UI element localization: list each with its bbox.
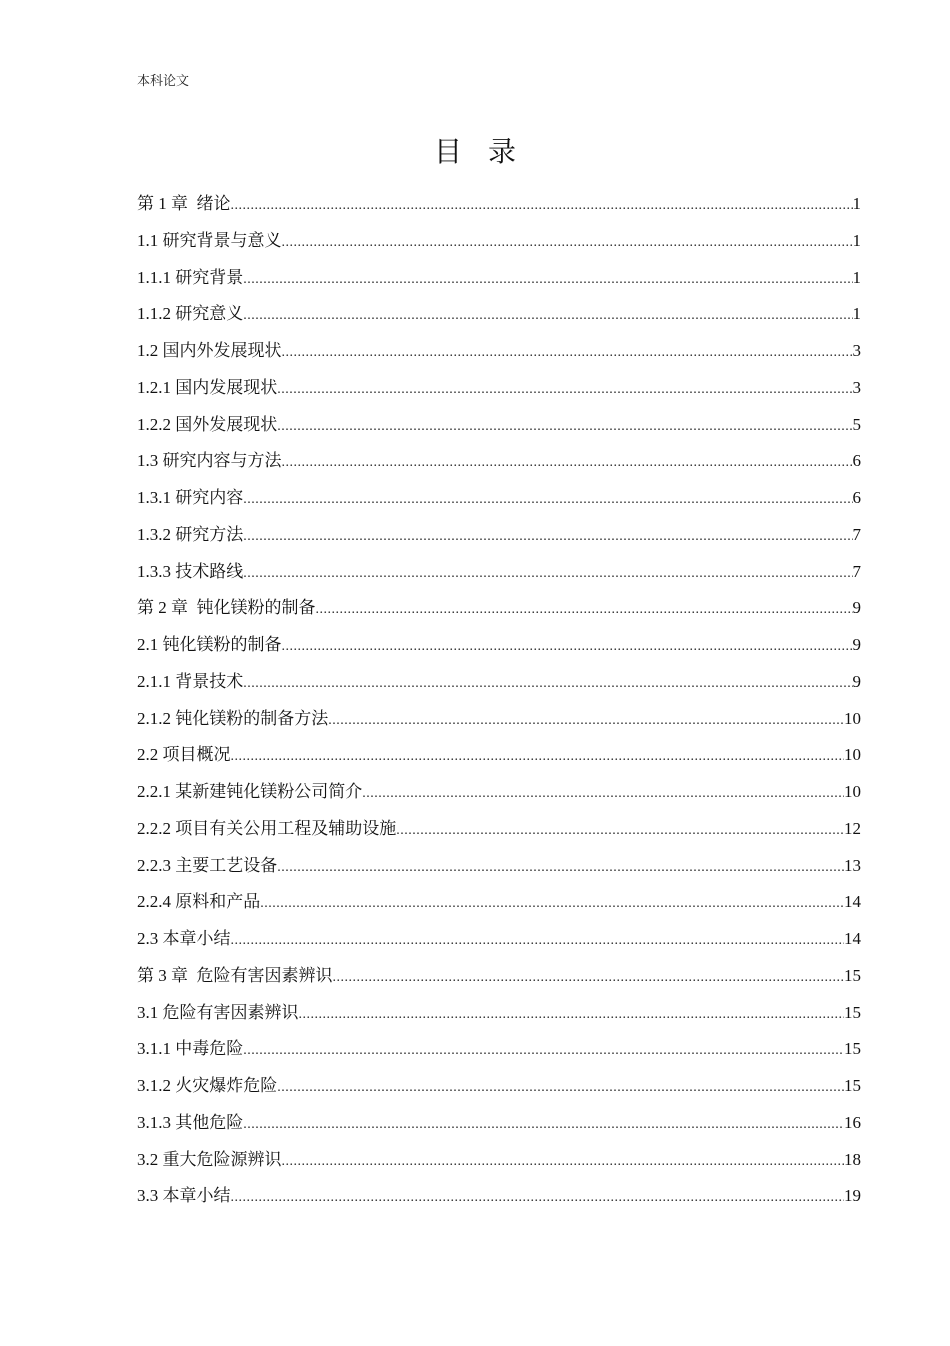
- toc-entry[interactable]: [137, 223, 861, 260]
- toc-leader-dots: [231, 188, 853, 225]
- toc-entry-page: 10: [844, 745, 861, 765]
- toc-entry-label: 1.2 国内外发展现状: [137, 341, 282, 360]
- toc-entry-label: 2.3 本章小结: [137, 929, 231, 948]
- toc-entry-page: 3: [852, 377, 861, 397]
- toc-entry-page: 16: [844, 1112, 861, 1132]
- toc-entry-label: 2.2.3 主要工艺设备: [137, 855, 278, 875]
- toc-entry-label: 2.1.2 钝化镁粉的制备方法: [137, 708, 329, 728]
- toc-entry-label: 第 3 章 危险有害因素辨识: [137, 965, 333, 985]
- toc-leader-dots: [282, 1144, 845, 1181]
- toc-entry-label: 1.3.2 研究方法: [137, 524, 244, 544]
- toc-entry-page: 15: [844, 1002, 861, 1022]
- toc-entry-label: 1.2.1 国内发展现状: [137, 377, 278, 397]
- toc-entry-label: 2.1.1 背景技术: [137, 671, 244, 691]
- toc-entry[interactable]: [137, 627, 861, 664]
- toc-leader-dots: [243, 298, 852, 335]
- toc-entry-label: 1.3.3 技术路线: [137, 561, 244, 581]
- toc-leader-dots: [396, 813, 844, 850]
- toc-leader-dots: [243, 556, 852, 593]
- toc-entry-label: 第 1 章 绪论: [137, 194, 231, 213]
- toc-entry-label: 3.1.3 其他危险: [137, 1112, 244, 1132]
- toc-entry-page: 10: [844, 708, 861, 728]
- toc-entry[interactable]: [137, 1178, 861, 1215]
- toc-entry-label: 3.1.1 中毒危险: [137, 1039, 244, 1059]
- table-of-contents: [137, 186, 861, 1215]
- toc-entry[interactable]: [137, 1105, 861, 1142]
- toc-leader-dots: [231, 923, 845, 960]
- toc-leader-dots: [243, 666, 852, 703]
- page-title: 目录: [433, 135, 542, 168]
- toc-entry-page: 15: [844, 1039, 861, 1059]
- toc-leader-dots: [282, 225, 853, 262]
- toc-entry-page: 7: [852, 561, 861, 581]
- toc-entry[interactable]: [137, 737, 861, 774]
- toc-leader-dots: [260, 886, 844, 923]
- toc-entry[interactable]: [137, 884, 861, 921]
- toc-entry-page: 1: [852, 194, 861, 213]
- toc-leader-dots: [282, 445, 853, 482]
- toc-entry[interactable]: [137, 260, 861, 297]
- toc-entry-label: 3.1.2 火灾爆炸危险: [137, 1076, 278, 1095]
- toc-entry[interactable]: [137, 1068, 861, 1105]
- toc-entry-page: 18: [844, 1149, 861, 1169]
- toc-leader-dots: [299, 997, 845, 1034]
- toc-entry[interactable]: [137, 921, 861, 958]
- toc-entry[interactable]: [137, 995, 861, 1032]
- toc-entry-label: 1.2.2 国外发展现状: [137, 414, 278, 434]
- toc-entry-label: 2.2.1 某新建钝化镁粉公司简介: [137, 782, 363, 801]
- toc-entry[interactable]: [137, 1031, 861, 1068]
- toc-entry[interactable]: [137, 407, 861, 444]
- toc-entry[interactable]: [137, 590, 861, 627]
- toc-leader-dots: [316, 592, 853, 629]
- toc-entry-label: 2.2 项目概况: [137, 745, 231, 765]
- running-header: 本科论文: [137, 73, 190, 88]
- toc-entry-label: 第 2 章 钝化镁粉的制备: [137, 598, 316, 618]
- toc-entry-label: 1.3.1 研究内容: [137, 488, 244, 507]
- toc-leader-dots: [282, 335, 853, 372]
- toc-entry[interactable]: [137, 811, 861, 848]
- toc-entry[interactable]: [137, 370, 861, 407]
- toc-entry-page: 12: [844, 818, 861, 838]
- toc-leader-dots: [243, 482, 852, 519]
- toc-leader-dots: [243, 1107, 844, 1144]
- toc-entry-page: 1: [852, 230, 861, 250]
- toc-leader-dots: [277, 1070, 844, 1107]
- toc-leader-dots: [333, 960, 845, 997]
- toc-entry-page: 6: [852, 488, 861, 507]
- toc-entry-page: 9: [852, 598, 861, 618]
- toc-leader-dots: [231, 1180, 845, 1217]
- toc-entry-label: 2.2.2 项目有关公用工程及辅助设施: [137, 818, 397, 838]
- toc-leader-dots: [328, 703, 844, 740]
- toc-entry[interactable]: [137, 1142, 861, 1179]
- toc-entry-page: 1: [852, 304, 861, 324]
- toc-entry[interactable]: [137, 774, 861, 811]
- toc-entry-page: 5: [852, 414, 861, 434]
- toc-entry-page: 14: [844, 929, 861, 948]
- toc-entry-page: 6: [852, 451, 861, 471]
- toc-entry[interactable]: [137, 701, 861, 738]
- toc-entry[interactable]: [137, 517, 861, 554]
- toc-entry[interactable]: [137, 480, 861, 517]
- toc-entry-page: 19: [844, 1186, 861, 1206]
- toc-entry[interactable]: [137, 958, 861, 995]
- toc-entry-label: 2.2.4 原料和产品: [137, 892, 261, 912]
- toc-entry-page: 9: [852, 671, 861, 691]
- toc-entry-label: 1.1.2 研究意义: [137, 304, 244, 324]
- toc-entry-page: 7: [852, 524, 861, 544]
- toc-entry-label: 2.1 钝化镁粉的制备: [137, 635, 282, 654]
- toc-leader-dots: [243, 262, 852, 299]
- toc-leader-dots: [277, 372, 852, 409]
- toc-entry-label: 1.1.1 研究背景: [137, 267, 244, 287]
- toc-entry[interactable]: [137, 186, 861, 223]
- toc-entry-page: 14: [844, 892, 861, 912]
- toc-leader-dots: [282, 629, 853, 666]
- toc-entry-label: 3.3 本章小结: [137, 1186, 231, 1206]
- toc-entry-page: 1: [852, 267, 861, 287]
- toc-entry-page: 13: [844, 855, 861, 875]
- toc-entry[interactable]: [137, 333, 861, 370]
- toc-entry-page: 15: [844, 965, 861, 985]
- toc-entry[interactable]: [137, 443, 861, 480]
- toc-entry[interactable]: [137, 296, 861, 333]
- toc-leader-dots: [243, 1033, 844, 1070]
- toc-entry[interactable]: [137, 554, 861, 591]
- toc-entry[interactable]: [137, 664, 861, 701]
- toc-entry-page: 3: [852, 341, 861, 360]
- toc-leader-dots: [231, 739, 845, 776]
- toc-entry-label: 3.2 重大危险源辨识: [137, 1149, 282, 1169]
- toc-leader-dots: [243, 519, 852, 556]
- toc-entry-label: 1.3 研究内容与方法: [137, 451, 282, 471]
- toc-entry-page: 9: [852, 635, 861, 654]
- toc-entry-label: 3.1 危险有害因素辨识: [137, 1002, 299, 1022]
- toc-leader-dots: [277, 850, 844, 887]
- toc-leader-dots: [362, 776, 844, 813]
- toc-entry-label: 1.1 研究背景与意义: [137, 230, 282, 250]
- toc-leader-dots: [277, 409, 852, 446]
- toc-entry-page: 10: [844, 782, 861, 801]
- toc-entry[interactable]: [137, 848, 861, 885]
- toc-entry-page: 15: [844, 1076, 861, 1095]
